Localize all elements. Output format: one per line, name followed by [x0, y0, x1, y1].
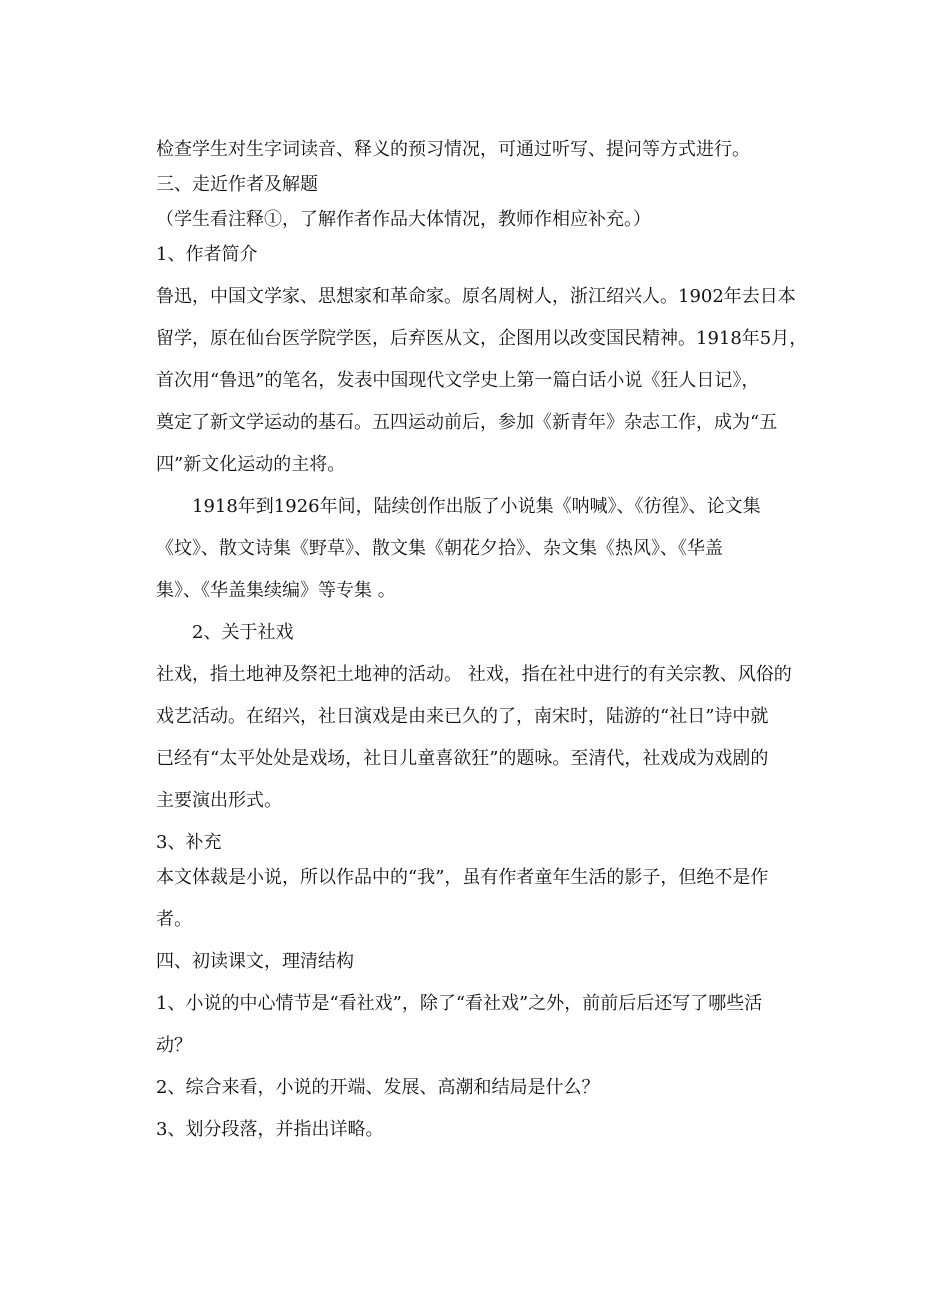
text-line: 3、划分段落，并指出详略。 [156, 1119, 384, 1140]
text-line: 社戏，指土地神及祭祀土地神的活动。 社戏，指在社中进行的有关宗教、风俗的 [156, 664, 792, 685]
subsection-heading: 2、关于社戏 [192, 622, 294, 643]
text-line: 集》、《华盖集续编》等专集 。 [156, 580, 396, 601]
text-line: 2、综合来看，小说的开端、发展、高潮和结局是什么？ [156, 1077, 600, 1098]
subsection-heading: 1、作者简介 [156, 244, 258, 265]
subsection-heading: 3、补充 [156, 832, 222, 853]
text-line: 《坟》、散文诗集《野草》、散文集《朝花夕拾》、杂文集《热风》、《华盖 [156, 538, 723, 559]
text-line: 奠定了新文学运动的基石。五四运动前后，参加《新青年》杂志工作，成为“五 [156, 412, 778, 433]
text-line: （学生看注释①，了解作者作品大体情况，教师作相应补充。） [156, 209, 651, 230]
text-line: 动？ [156, 1035, 192, 1056]
text-line: 已经有“太平处处是戏场，社日儿童喜欲狂”的题咏。至清代，社戏成为戏剧的 [156, 748, 769, 769]
text-line: 者。 [156, 909, 192, 930]
section-heading: 四、初读课文，理清结构 [156, 951, 354, 972]
section-heading: 三、走近作者及解题 [156, 174, 318, 195]
text-line: 留学，原在仙台医学院学医，后弃医从文，企图用以改变国民精神。1918年5月， [156, 328, 808, 349]
text-line: 鲁迅，中国文学家、思想家和革命家。原名周树人，浙江绍兴人。1902年去日本 [156, 286, 796, 307]
document-body [156, 133, 808, 1147]
text-line: 检查学生对生字词读音、释义的预习情况，可通过听写、提问等方式进行。 [156, 139, 750, 160]
text-line: 本文体裁是小说，所以作品中的“我”，虽有作者童年生活的影子，但绝不是作 [156, 867, 769, 888]
text-line: 首次用“鲁迅”的笔名，发表中国现代文学史上第一篇白话小说《狂人日记》， [156, 370, 760, 391]
text-line: 四”新文化运动的主将。 [156, 454, 346, 475]
text-line: 1、小说的中心情节是“看社戏”，除了“看社戏”之外，前前后后还写了哪些活 [156, 993, 763, 1014]
text-line: 主要演出形式。 [156, 790, 282, 811]
text-line: 1918年到1926年间，陆续创作出版了小说集《呐喊》、《彷徨》、论文集 [192, 496, 761, 517]
text-line: 戏艺活动。在绍兴，社日演戏是由来已久的了，南宋时，陆游的“社日”诗中就 [156, 706, 769, 727]
